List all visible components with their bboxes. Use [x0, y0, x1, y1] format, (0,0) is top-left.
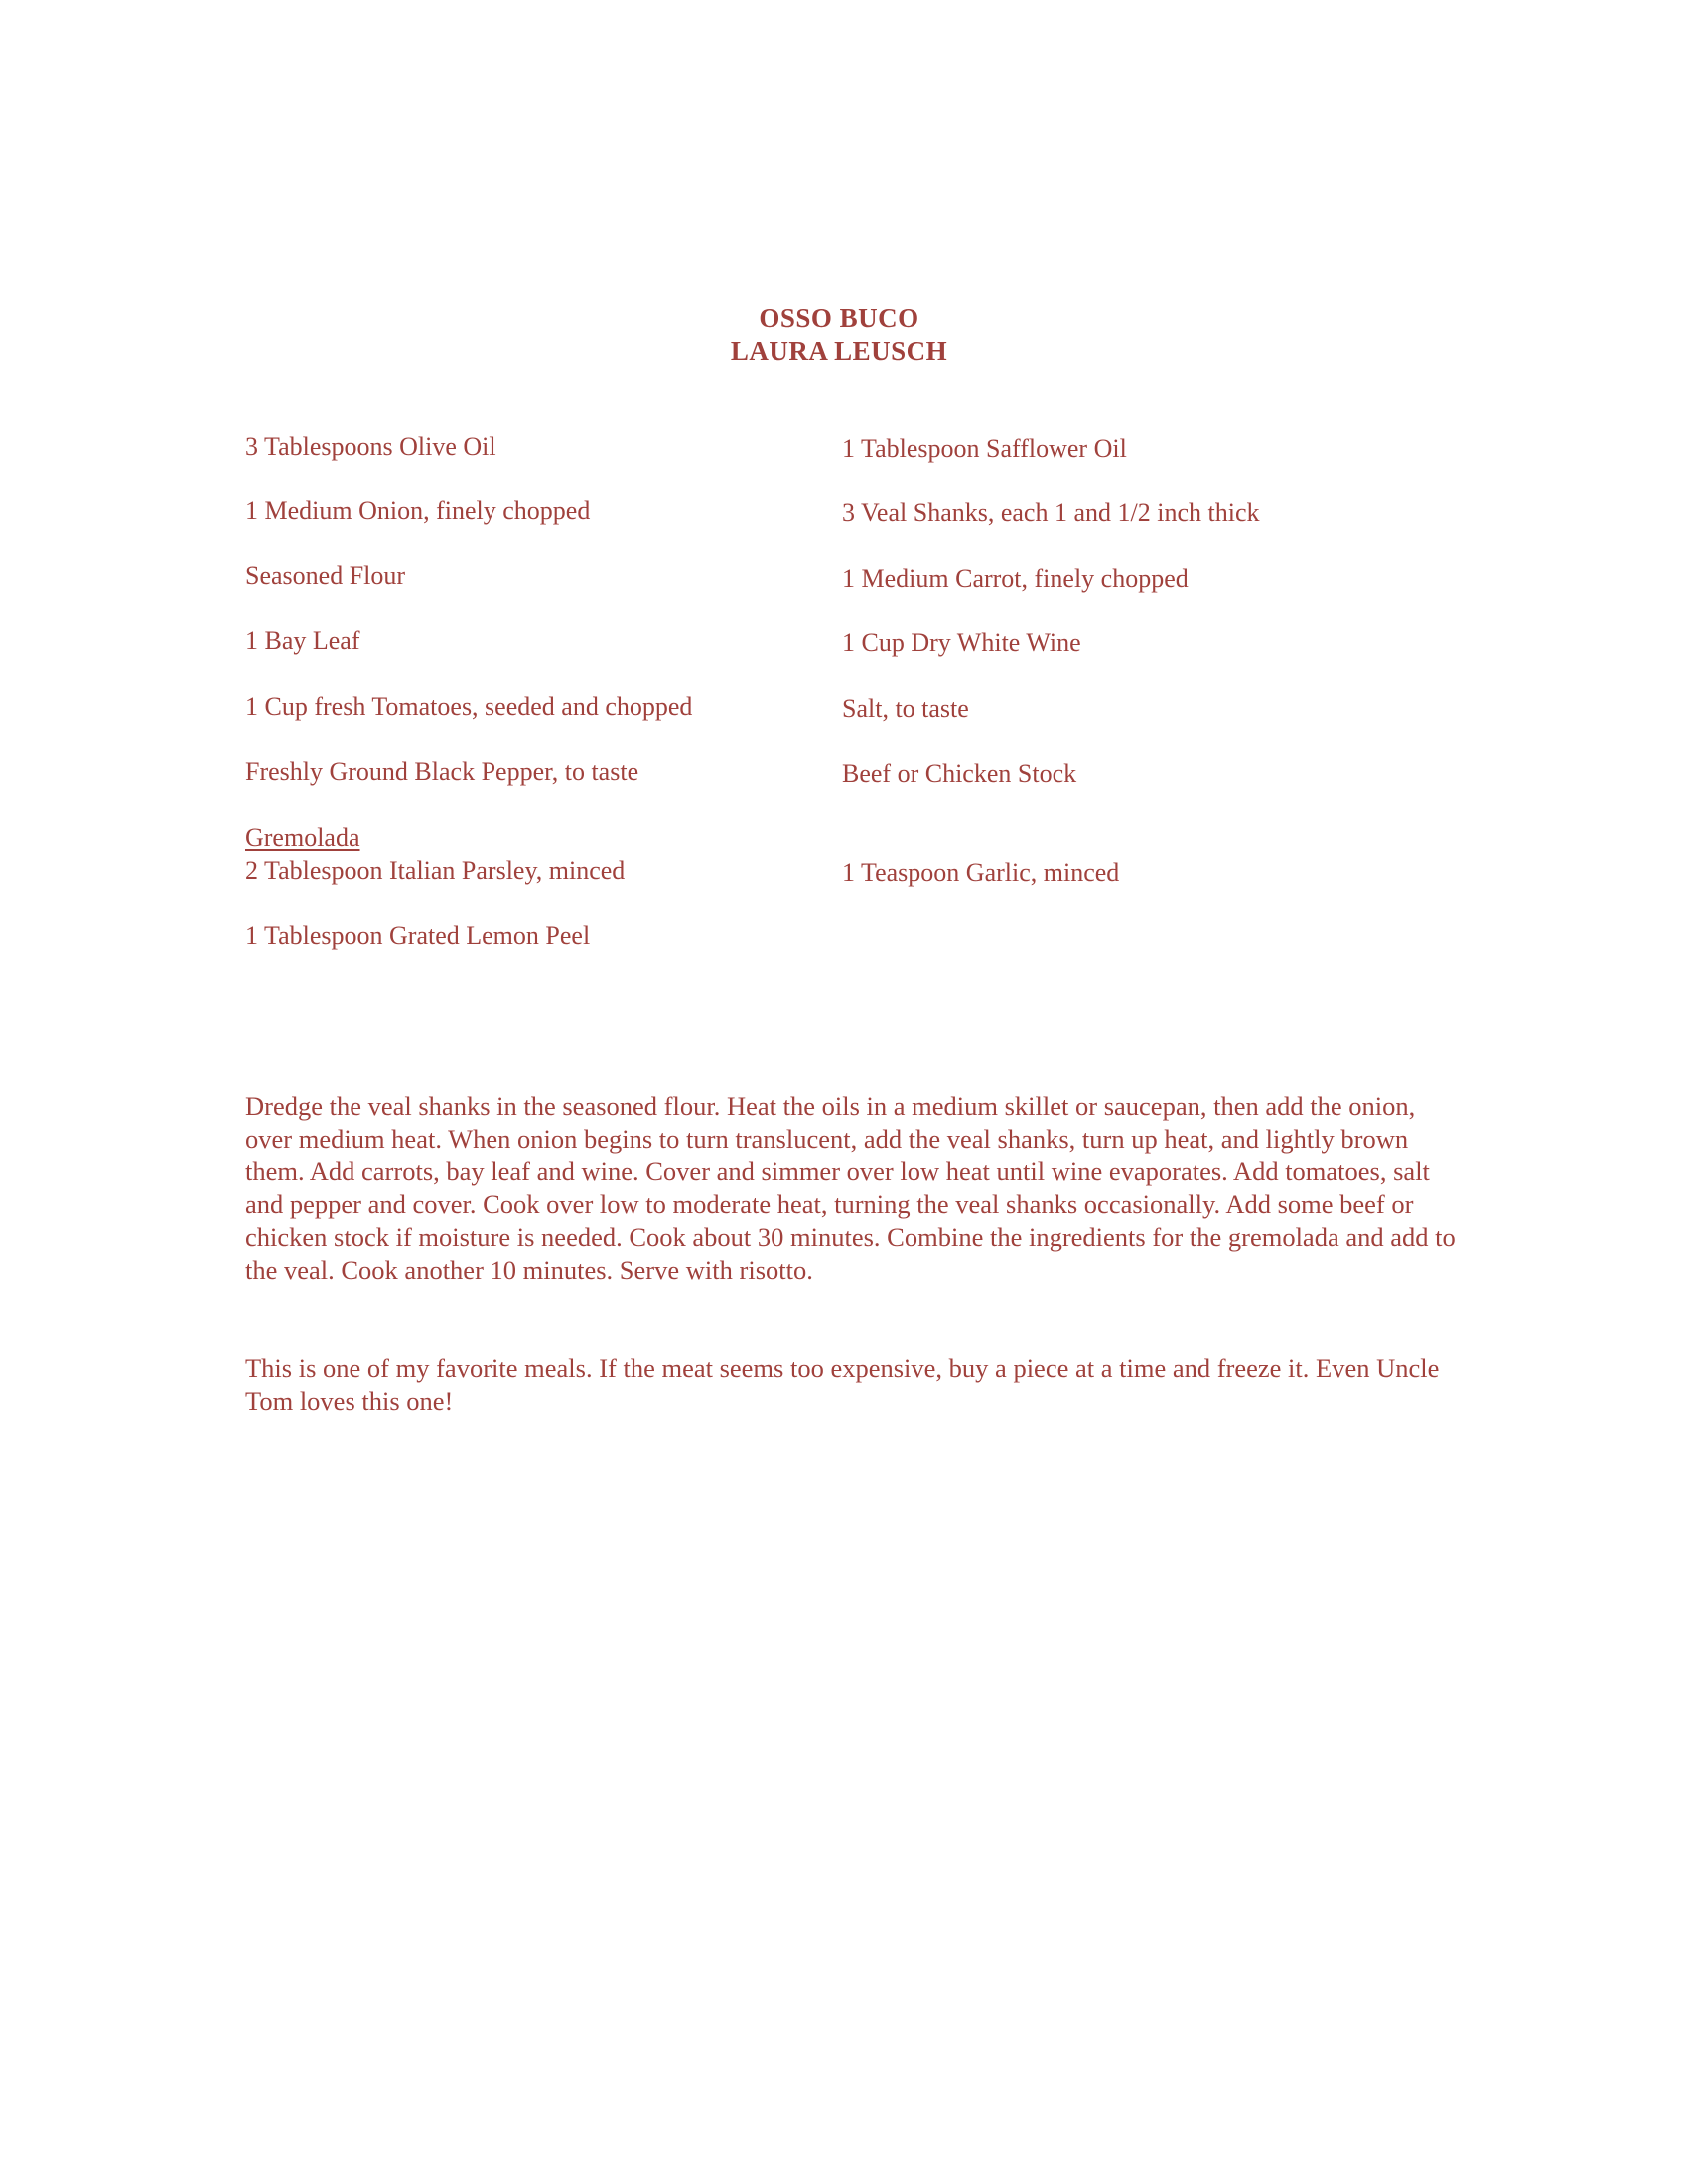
recipe-author: LAURA LEUSCH	[730, 337, 948, 366]
ingredient-item: 1 Cup Dry White Wine	[842, 628, 1081, 657]
gremolada-heading: Gremolada	[245, 823, 360, 852]
recipe-note: This is one of my favorite meals. If the meat seems too expensive, buy a piece at a time and freeze it. Even Uncle Tom loves this one!	[245, 1353, 1440, 1416]
recipe-instructions: Dredge the veal shanks in the seasoned flour. Heat the oils in a medium skillet or saucepan, then add the onion, over medium heat. When onion begins to turn translucent, add the veal shanks, turn up heat, and lightly brown them. Add carrots, bay leaf and wine. Cover and simmer over low heat until wine evaporates. Add tomatoes, salt and pepper and cover. Cook over low to moderate heat, turning the veal shanks occasionally. Add some beef or chicken stock if moisture is needed. Cook about 30 minutes. Combine the ingredients for the gremolada and add to the veal. Cook another 10 minutes. Serve with risotto.	[245, 1091, 1456, 1285]
ingredient-item: 1 Bay Leaf	[245, 626, 360, 655]
ingredient-item: 1 Cup fresh Tomatoes, seeded and chopped	[245, 692, 693, 721]
ingredient-item: 1 Tablespoon Safflower Oil	[842, 434, 1127, 463]
ingredient-item: 1 Medium Carrot, finely chopped	[842, 564, 1189, 593]
ingredient-item: Seasoned Flour	[245, 561, 406, 590]
ingredient-item: 1 Medium Onion, finely chopped	[245, 496, 591, 525]
recipe-title: OSSO BUCO	[759, 303, 919, 333]
gremolada-item: 1 Tablespoon Grated Lemon Peel	[245, 921, 591, 950]
gremolada-item: 1 Teaspoon Garlic, minced	[842, 858, 1120, 887]
ingredient-item: 3 Veal Shanks, each 1 and 1/2 inch thick	[842, 498, 1260, 527]
ingredient-item: Salt, to taste	[842, 694, 969, 723]
ingredient-item: Beef or Chicken Stock	[842, 759, 1077, 788]
recipe-header	[0, 301, 1678, 368]
ingredient-item: Freshly Ground Black Pepper, to taste	[245, 757, 639, 786]
ingredient-item: 3 Tablespoons Olive Oil	[245, 432, 496, 461]
gremolada-item: 2 Tablespoon Italian Parsley, minced	[245, 856, 626, 885]
